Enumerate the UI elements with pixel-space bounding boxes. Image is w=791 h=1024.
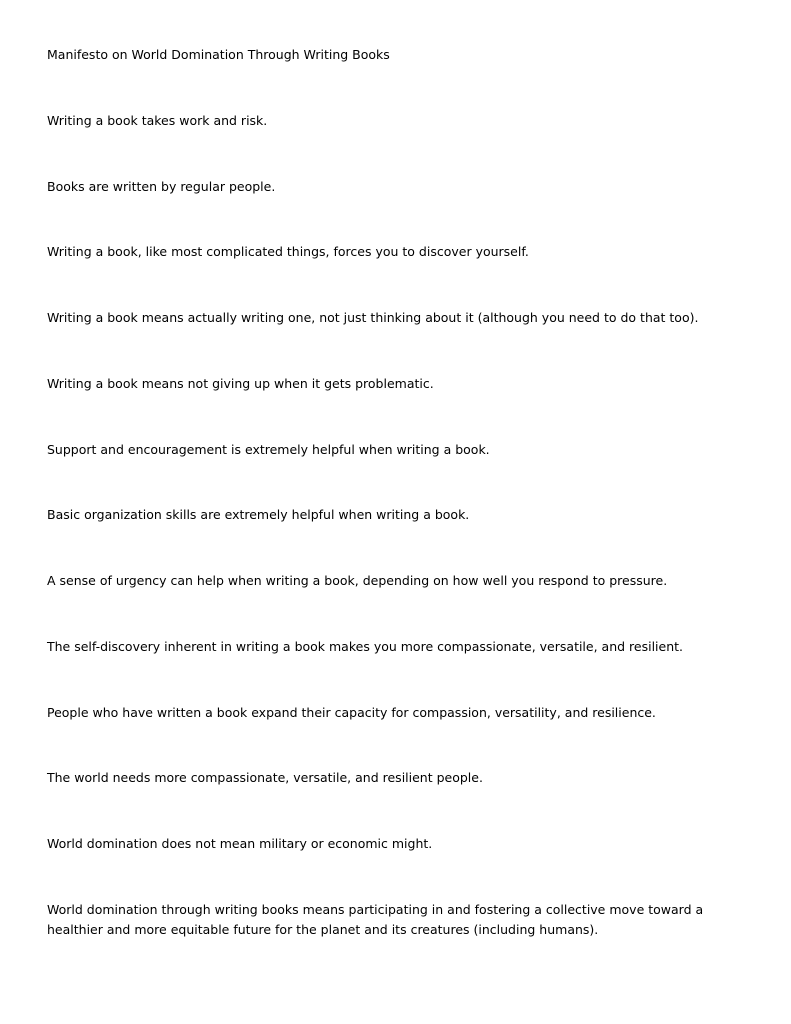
manifesto-statement: World domination does not mean military or economic might. xyxy=(47,836,433,851)
manifesto-statement: Writing a book, like most complicated things, forces you to discover yourself. xyxy=(47,244,529,259)
manifesto-statement: World domination through writing books means participating in and fostering a collective move toward a healthier and more equitable future for the planet and its creatures (including humans). xyxy=(47,902,704,937)
manifesto-statement: A sense of urgency can help when writing a book, depending on how well you respond to pressure. xyxy=(47,573,668,588)
manifesto-statement: Support and encouragement is extremely helpful when writing a book. xyxy=(47,442,490,457)
manifesto-statement: Books are written by regular people. xyxy=(47,179,276,194)
manifesto-statement: The self-discovery inherent in writing a book makes you more compassionate, versatile, and resilient. xyxy=(47,639,684,654)
document-title: Manifesto on World Domination Through Writing Books xyxy=(47,47,390,62)
manifesto-statement: Writing a book takes work and risk. xyxy=(47,113,268,128)
manifesto-statement: Writing a book means actually writing one, not just thinking about it (although you need to do that too). xyxy=(47,310,699,325)
manifesto-statement: Basic organization skills are extremely helpful when writing a book. xyxy=(47,507,470,522)
manifesto-statement: People who have written a book expand their capacity for compassion, versatility, and resilience. xyxy=(47,705,656,720)
manifesto-statement: The world needs more compassionate, versatile, and resilient people. xyxy=(47,770,483,785)
manifesto-statement: Writing a book means not giving up when it gets problematic. xyxy=(47,376,434,391)
